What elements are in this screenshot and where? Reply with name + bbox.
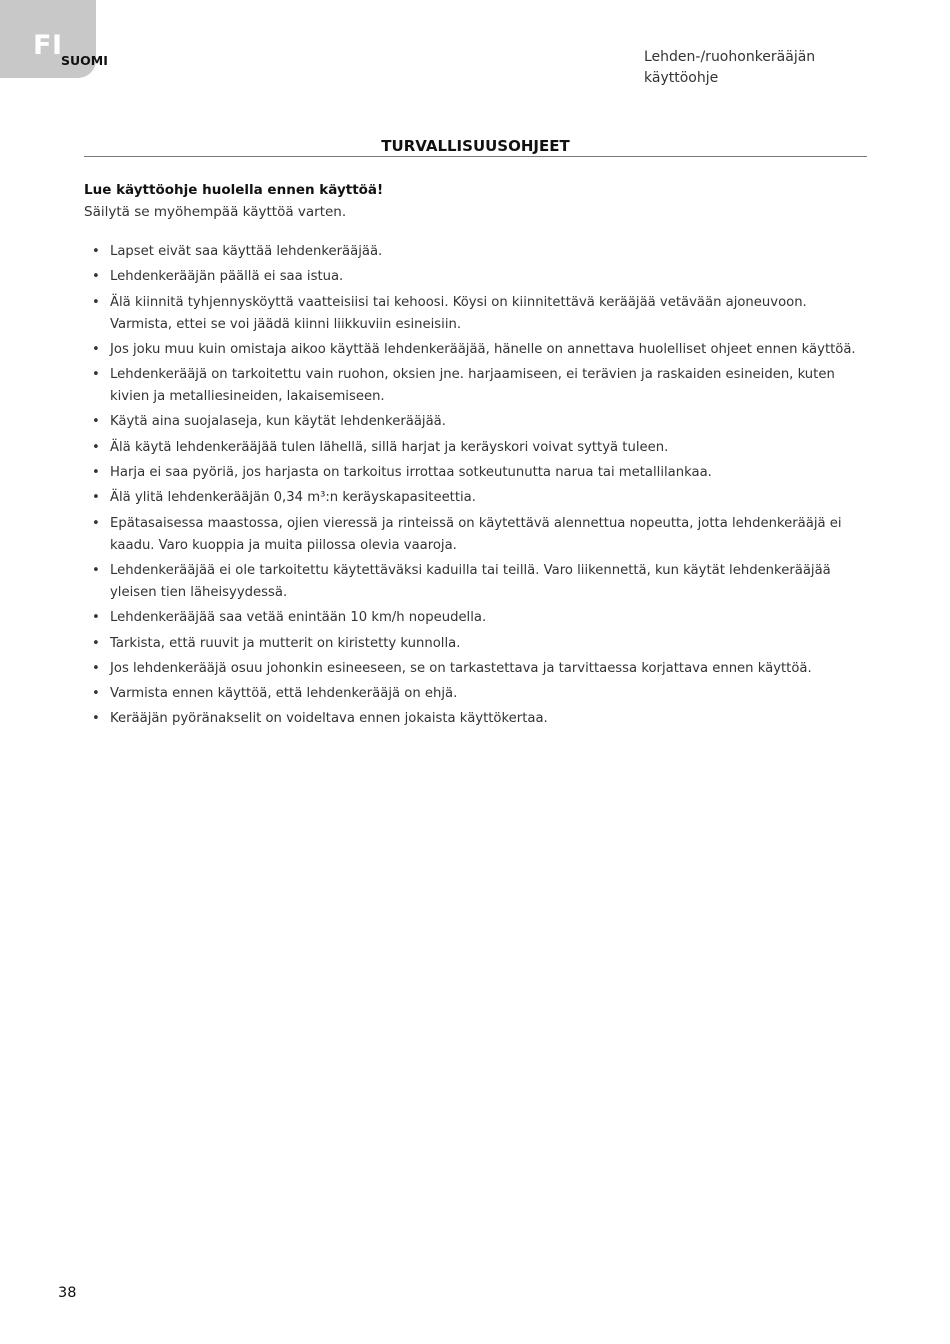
bullet-icon: • — [92, 515, 100, 531]
safety-rule — [92, 462, 870, 484]
safety-rule-text: Jos lehdenkerääjä osuu johonkin esineeseen, se on tarkastettava ja tarvittaessa korjattava ennen käyttöä. — [110, 660, 812, 676]
bullet-icon: • — [92, 269, 100, 285]
bullet-icon: • — [92, 660, 100, 676]
document-title-line-2: käyttöohje — [644, 70, 719, 86]
section-heading: TURVALLISUUSOHJEET — [381, 137, 570, 155]
bullet-icon: • — [92, 294, 100, 310]
bullet-icon: • — [92, 562, 100, 578]
safety-rule — [92, 607, 870, 629]
safety-rule-text: Varmista ennen käyttöä, että lehdenkerääjä on ehjä. — [110, 686, 458, 702]
bullet-icon: • — [92, 244, 100, 259]
bullet-icon: • — [92, 686, 100, 702]
safety-rule-text: Älä käytä lehdenkerääjää tulen lähellä, sillä harjat ja keräyskori voivat syttyä tuleen. — [110, 439, 669, 455]
bullet-icon: • — [92, 414, 100, 430]
safety-rule-text: Käytä aina suojalaseja, kun käytät lehdenkerääjää. — [110, 414, 446, 430]
safety-rule-text: Epätasaisessa maastossa, ojien vieressä ja rinteissä on käytettävä alennettua nopeutta, jotta lehdenkerääjä ei kaadu. Varo kuoppia ja muita piilossa olevia vaaroja. — [110, 515, 842, 553]
document-title — [644, 47, 884, 89]
safety-rule-text: Lehdenkerääjän päällä ei saa istua. — [110, 269, 344, 285]
safety-rule-text: Harja ei saa pyöriä, jos harjasta on tarkoitus irrottaa sotkeutunutta narua tai metallilankaa. — [110, 465, 712, 481]
section-divider — [84, 156, 867, 157]
page-number: 38 — [58, 1285, 77, 1301]
safety-rule — [92, 487, 870, 509]
bullet-icon: • — [92, 439, 100, 455]
bullet-icon: • — [92, 610, 100, 626]
bullet-icon: • — [92, 367, 100, 383]
bullet-icon: • — [92, 465, 100, 481]
safety-rule — [92, 708, 870, 730]
safety-rule — [92, 683, 870, 705]
bullet-icon: • — [92, 711, 100, 727]
safety-rule — [92, 266, 870, 288]
intro-warning: Lue käyttöohje huolella ennen käyttöä! — [84, 182, 384, 198]
bullet-icon: • — [92, 341, 100, 357]
safety-rule — [92, 411, 870, 433]
document-title-line-1: Lehden-/ruohonkerääjän — [644, 49, 816, 65]
safety-rule-text: Tarkista, että ruuvit ja mutterit on kiristetty kunnolla. — [110, 635, 461, 651]
intro-note: Säilytä se myöhempää käyttöä varten. — [84, 204, 347, 220]
language-code: FI — [33, 30, 63, 61]
safety-rule-text: Älä kiinnitä tyhjennysköyttä vaatteisiisi tai kehoosi. Köysi on kiinnitettävä kerääjää vetävään ajoneuvoon. Varmista, ettei se voi jäädä kiinni liikkuviin esineisiin. — [110, 294, 807, 332]
safety-rule — [92, 513, 870, 557]
safety-rule-text: Jos joku muu kuin omistaja aikoo käyttää lehdenkerääjää, hänelle on annettava huolelliset ohjeet ennen käyttöä. — [110, 341, 856, 357]
safety-rule-text: Älä ylitä lehdenkerääjän 0,34 m³:n keräyskapasiteettia. — [110, 490, 476, 506]
safety-rule-text: Lapset eivät saa käyttää lehdenkerääjää. — [110, 244, 383, 259]
safety-rule-text: Lehdenkerääjää ei ole tarkoitettu käytettäväksi kaduilla tai teillä. Varo liikennettä, kun käytät lehdenkerääjää yleisen tien läheisyydessä. — [110, 562, 831, 600]
safety-rule — [92, 560, 870, 604]
safety-rule — [92, 241, 870, 263]
safety-rule — [92, 633, 870, 655]
safety-rules-list — [92, 241, 870, 734]
safety-rule-text: Lehdenkerääjä on tarkoitettu vain ruohon, oksien jne. harjaamiseen, ei terävien ja raskaiden esineiden, kuten kivien ja metalliesineiden, lakaisemiseen. — [110, 367, 835, 405]
intro-block — [84, 180, 867, 223]
safety-rule-text: Kerääjän pyöränakselit on voideltava ennen jokaista käyttökertaa. — [110, 711, 548, 727]
bullet-icon: • — [92, 490, 100, 506]
safety-rule — [92, 437, 870, 459]
safety-rule — [92, 339, 870, 361]
safety-rule — [92, 364, 870, 408]
safety-rule — [92, 292, 870, 336]
safety-rule-text: Lehdenkerääjää saa vetää enintään 10 km/h nopeudella. — [110, 610, 487, 626]
bullet-icon: • — [92, 635, 100, 651]
safety-rule — [92, 658, 870, 680]
language-name: SUOMI — [61, 53, 108, 68]
